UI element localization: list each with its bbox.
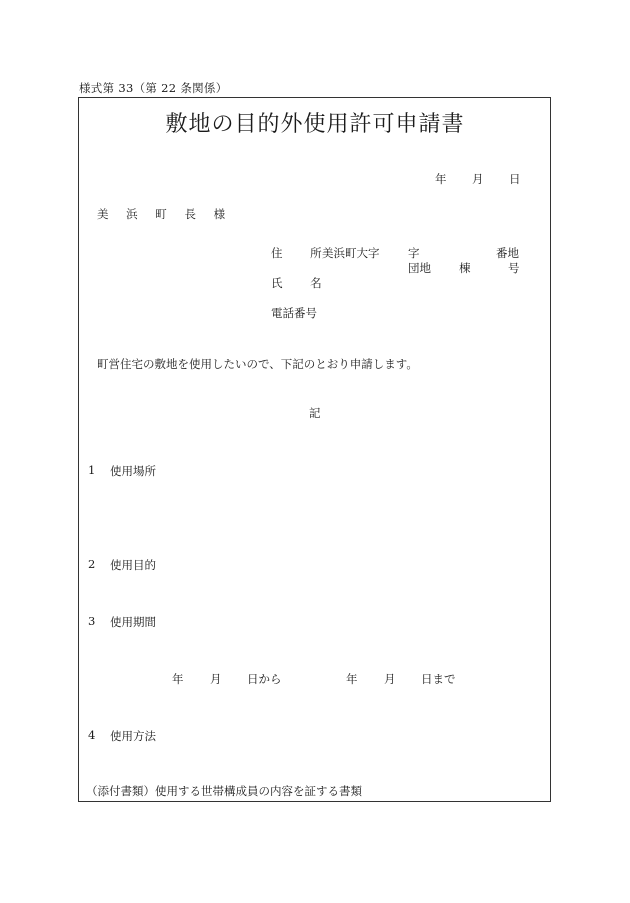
period-to-day: 日まで [421,672,456,686]
item-4-number: 4 [88,728,96,742]
date-year: 年 [435,172,447,186]
phone-label: 電話番号 [271,306,317,320]
address-banchi: 番地 [496,246,519,260]
address-go: 号 [508,261,520,275]
address-prefix: 美浜町大字 [322,246,380,260]
address-danchi: 団地 [408,261,431,275]
date-month: 月 [472,172,484,186]
page-title: 敷地の目的外使用許可申請書 [165,112,465,137]
form-frame [78,97,551,802]
item-2-label: 使用目的 [110,558,156,572]
address-aza: 字 [408,246,420,260]
period-to-year: 年 [346,672,358,686]
item-1-label: 使用場所 [110,464,156,478]
addressee: 美 浜 町 長 様 [97,207,233,221]
form-number: 様式第 33（第 22 条関係） [79,81,228,95]
date-day: 日 [509,172,521,186]
name-label: 氏 名 [271,276,334,290]
item-4-label: 使用方法 [110,729,156,743]
item-3-label: 使用期間 [110,615,156,629]
period-to-month: 月 [384,672,396,686]
period-from-month: 月 [210,672,222,686]
period-from-day: 日から [247,672,282,686]
item-3-number: 3 [88,614,96,628]
period-from-year: 年 [172,672,184,686]
ki-heading: 記 [309,406,321,420]
item-1-number: 1 [88,463,96,477]
item-2-number: 2 [88,557,96,571]
address-to: 棟 [459,261,471,275]
attachment-note: （添付書類）使用する世帯構成員の内容を証する書類 [86,784,362,798]
request-statement: 町営住宅の敷地を使用したいので、下記のとおり申請します。 [97,357,418,371]
address-label: 住 所 [271,246,334,260]
